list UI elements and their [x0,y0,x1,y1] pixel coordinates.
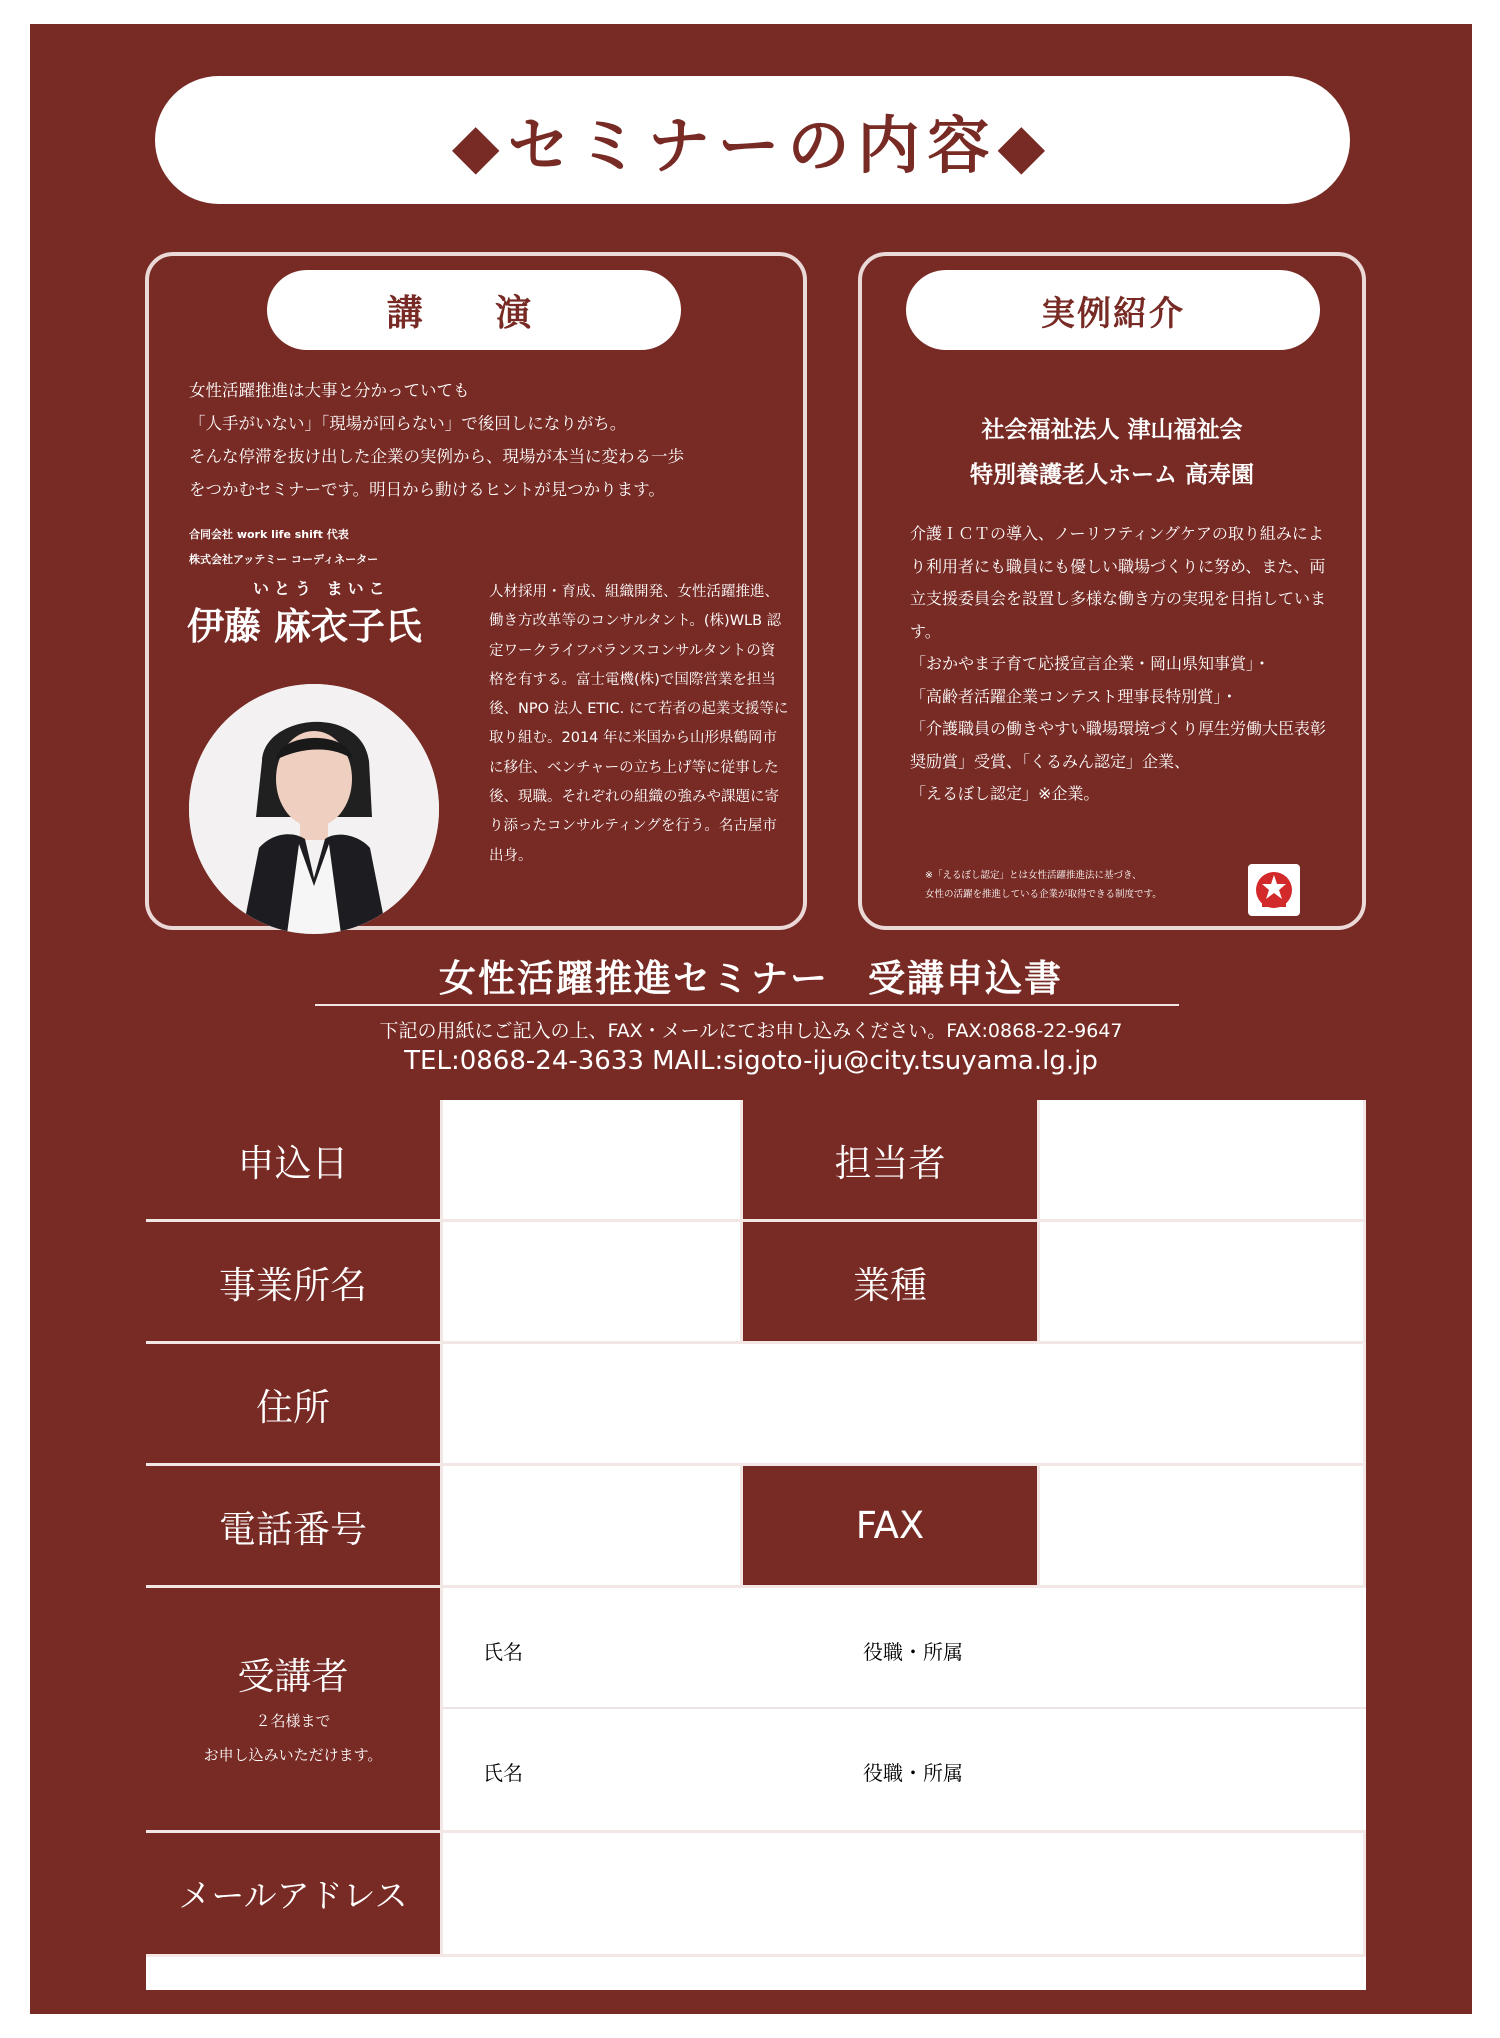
speaker-photo-illustration [189,684,439,934]
form-instructions: 下記の用紙にご記入の上、FAX・メールにてお申し込みください。FAX:0868-22-9647 [379,1020,1123,1042]
attendee-role-label-2: 役職・所属 [863,1761,963,1785]
attendees-fields [443,1588,1366,1833]
fax-label: FAX [743,1466,1040,1588]
attendee-role-label-1: 役職・所属 [863,1640,963,1664]
attendees-note: ２名様まで お申し込みいただけます。 [203,1712,383,1764]
application-date-label: 申込日 [146,1100,443,1222]
email-field[interactable] [443,1833,1366,1957]
attendee-row-2[interactable] [443,1709,1366,1830]
phone-label: 電話番号 [146,1466,443,1588]
eruboshi-badge-icon [1248,864,1300,916]
case-organization-1: 社会福祉法人 津山福祉会 [981,417,1243,443]
attendee-name-label-1: 氏名 [483,1640,523,1664]
flyer-page [30,24,1472,2014]
speaker-bio: 人材採用・育成、組織開発、女性活躍推進、働き方改革等のコンサルタント。(株)WLB 認定ワークライフバランスコンサルタントの資格を有する。富士電機(株)で国際営業を担当後、NPO 法人 ETIC. にて若者の起業支援等に取り組む。2014 年に米国から山形県鶴岡市に移住、ベンチャーの立ち上げ等に従事した後、現職。それぞれの組織の強みや課題に寄り添ったコンサルティングを行う。名古屋市出身。 [489,584,789,864]
address-field[interactable] [443,1344,1366,1466]
email-label: メールアドレス [146,1833,443,1957]
application-date-field[interactable] [443,1100,743,1222]
case-panel [858,252,1366,930]
fax-field[interactable] [1040,1466,1366,1588]
speaker-affiliation-2: 株式会社アッテミー コーディネーター [189,553,379,566]
business-name-label: 事業所名 [146,1222,443,1344]
banner-title: ◆セミナーの内容◆ [451,108,1054,182]
form-title: 女性活躍推進セミナー 受講申込書 [439,957,1063,1000]
case-description: 介護ＩＣＴの導入、ノーリフティングケアの取り組みにより利用者にも職員にも優しい職場づくりに努め、また、両立支援委員会を設置し多様な働き方の実現を目指しています。 「おかやま子育て応援宣言企業・岡山県知事賞」・ 「高齢者活躍企業コンテスト理事長特別賞」・ 「介護職員の働きやすい職場環境づくり厚生労働大臣表彰奨励賞」受賞、「くるみん認定」企業、 「えるぼし認定」※企業。 [910,524,1327,803]
lecture-panel [145,252,807,930]
eruboshi-logo-icon [1248,864,1300,916]
attendees-title: 受講者 [237,1655,349,1698]
seminar-banner [155,76,1350,204]
application-form [146,1100,1366,1990]
attendees-label [146,1588,443,1833]
address-label: 住所 [146,1344,443,1466]
speaker-name: 伊藤 麻衣子氏 [187,605,422,648]
industry-label: 業種 [743,1222,1040,1344]
speaker-affiliation-1: 合同会社 work life shift 代表 [189,528,349,541]
attendee-row-1[interactable] [443,1588,1366,1709]
business-name-field[interactable] [443,1222,743,1344]
speaker-photo [189,684,439,934]
attendee-name-label-2: 氏名 [483,1761,523,1785]
person-in-charge-field[interactable] [1040,1100,1366,1222]
eruboshi-note: ※「えるぼし認定」とは女性活躍推進法に基づき、 女性の活躍を推進している企業が取得できる制度です。 [925,870,1162,900]
person-in-charge-label: 担当者 [743,1100,1040,1222]
case-title: 実例紹介 [906,270,1320,350]
form-contact: TEL:0868-24-3633 MAIL:sigoto-iju@city.tsuyama.lg.jp [404,1046,1098,1076]
speaker-ruby: いとう まいこ [253,579,390,598]
form-divider [315,1004,1179,1006]
phone-field[interactable] [443,1466,743,1588]
lecture-title: 講 演 [267,270,681,350]
lecture-intro: 女性活躍推進は大事と分かっていても 「人手がいない」「現場が回らない」で後回しになりがち。 そんな停滞を抜け出した企業の実例から、現場が本当に変わる一歩 をつかむセミナーです。明日から動けるヒントが見つかります。 [189,381,684,499]
case-organization-2: 特別養護老人ホーム 高寿園 [969,462,1254,488]
industry-field[interactable] [1040,1222,1366,1344]
